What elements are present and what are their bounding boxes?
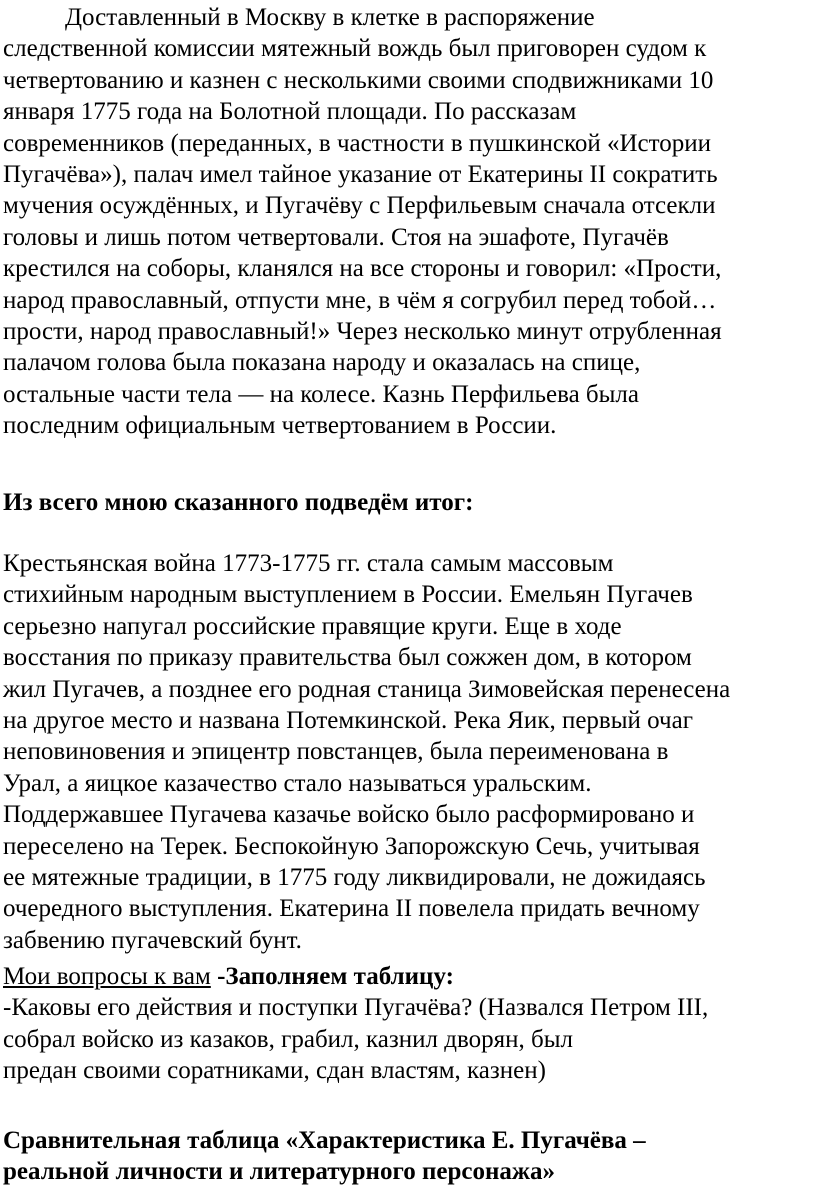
paragraph-line: стихийным народным выступлением в России. Емельян Пугачев	[3, 581, 693, 609]
question-line: -Каковы его действия и поступки Пугачёва? (Назвался Петром III,	[3, 994, 709, 1022]
paragraph-line: следственной комиссии мятежный вождь был приговорен судом к	[3, 35, 707, 63]
paragraph-line: ее мятежные традиции, в 1775 году ликвидировали, не дожидаясь	[3, 864, 706, 892]
paragraph-line: крестился на соборы, кланялся на все стороны и говорил: «Прости,	[3, 255, 722, 283]
line-text: Доставленный в Москву в клетке в распоряжение	[65, 4, 595, 31]
paragraph-line: палачом голова была показана народу и оказалась на спице,	[3, 349, 641, 377]
questions-title-line	[3, 961, 708, 992]
summary-heading: Из всего мною сказанного подведём итог:	[3, 489, 474, 516]
paragraph-line: Урал, а яицкое казачество стало называться уральским.	[3, 769, 592, 797]
paragraph-line: последним официальным четвертованием в России.	[3, 412, 557, 440]
comparison-table-heading	[3, 1125, 646, 1188]
paragraph-line: мучения осуждённых, и Пугачёву с Перфильевым сначала отсекли	[3, 192, 716, 220]
paragraph-execution	[3, 2, 722, 442]
questions-block	[3, 961, 708, 1087]
paragraph-line: Пугачёва»), палач имел тайное указание от Екатерины II сократить	[3, 161, 718, 189]
paragraph-line: головы и лишь потом четвертовали. Стоя на эшафоте, Пугачёв	[3, 223, 669, 251]
paragraph-line: неповиновения и эпицентр повстанцев, была переименована в	[3, 738, 669, 766]
heading-line: реальной личности и литературного персонажа»	[3, 1158, 555, 1186]
fill-table-label: -Заполняем таблицу:	[210, 963, 454, 990]
paragraph-peasant-war	[3, 548, 730, 956]
heading-line: Сравнительная таблица «Характеристика Е. Пугачёва –	[3, 1127, 646, 1154]
paragraph-line: серьезно напугал российские правящие круги. Еще в ходе	[3, 612, 622, 640]
paragraph-line	[3, 2, 722, 33]
questions-label: Мои вопросы к вам	[3, 963, 211, 990]
paragraph-line: Поддержавшее Пугачева казачье войско было расформировано и	[3, 801, 695, 829]
paragraph-line: на другое место и названа Потемкинской. Река Яик, первый очаг	[3, 707, 693, 735]
paragraph-line: забвению пугачевский бунт.	[3, 926, 302, 954]
question-line: предан своими соратниками, сдан властям, казнен)	[3, 1057, 546, 1085]
paragraph-line: народ православный, отпусти мне, в чём я согрубил перед тобой…	[3, 286, 717, 314]
paragraph-line: жил Пугачев, а позднее его родная станица Зимовейская перенесена	[3, 675, 731, 703]
paragraph-line: четвертованию и казнен с несколькими своими сподвижниками 10	[3, 66, 714, 94]
question-line: собрал войско из казаков, грабил, казнил дворян, был	[3, 1025, 573, 1053]
paragraph-line: прости, народ православный!» Через несколько минут отрубленная	[3, 318, 722, 346]
paragraph-line: остальные части тела — на колесе. Казнь Перфильева была	[3, 380, 639, 408]
paragraph-line: переселено на Терек. Беспокойную Запорожскую Сечь, учитывая	[3, 832, 700, 860]
paragraph-line: восстания по приказу правительства был сожжен дом, в котором	[3, 644, 692, 672]
paragraph-line: января 1775 года на Болотной площади. По рассказам	[3, 98, 577, 126]
paragraph-line: очередного выступления. Екатерина II повелела придать вечному	[3, 895, 700, 923]
paragraph-line: современников (переданных, в частности в пушкинской «Истории	[3, 129, 712, 157]
paragraph-line: Крестьянская война 1773-1775 гг. стала самым массовым	[3, 550, 614, 577]
